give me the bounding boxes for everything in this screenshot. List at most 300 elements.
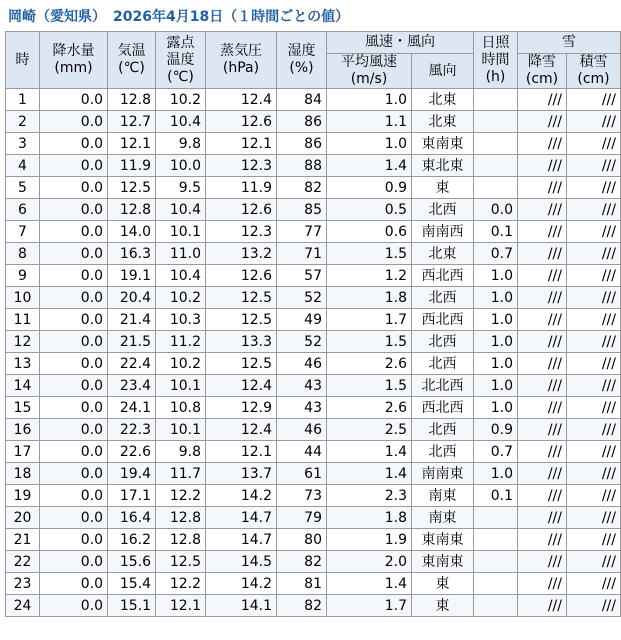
header-hour: 時 <box>6 32 40 89</box>
cell-vapor-pressure: 14.5 <box>206 551 277 573</box>
cell-humidity: 49 <box>277 309 327 331</box>
cell-temperature: 19.1 <box>108 265 156 287</box>
table-row <box>6 463 621 485</box>
cell-precipitation: 0.0 <box>40 177 108 199</box>
cell-sunshine: 1.0 <box>474 287 518 309</box>
cell-wind-speed: 2.0 <box>327 551 412 573</box>
cell-humidity: 86 <box>277 111 327 133</box>
cell-temperature: 12.8 <box>108 89 156 111</box>
cell-temperature: 15.6 <box>108 551 156 573</box>
cell-wind-speed: 1.1 <box>327 111 412 133</box>
cell-wind-direction: 東 <box>412 177 474 199</box>
cell-wind-speed: 1.5 <box>327 331 412 353</box>
cell-hour: 15 <box>6 397 40 419</box>
cell-hour: 5 <box>6 177 40 199</box>
cell-hour: 11 <box>6 309 40 331</box>
cell-dew-point: 9.8 <box>156 133 206 155</box>
cell-precipitation: 0.0 <box>40 419 108 441</box>
cell-humidity: 79 <box>277 507 327 529</box>
header-vapor-pressure: 蒸気圧 (hPa) <box>206 32 277 89</box>
cell-wind-speed: 1.8 <box>327 287 412 309</box>
cell-wind-direction: 北東 <box>412 243 474 265</box>
cell-snow-depth: /// <box>567 441 621 463</box>
cell-vapor-pressure: 12.5 <box>206 287 277 309</box>
cell-snowfall: /// <box>518 155 567 177</box>
table-row <box>6 485 621 507</box>
cell-sunshine: 1.0 <box>474 375 518 397</box>
cell-hour: 16 <box>6 419 40 441</box>
cell-wind-speed: 1.7 <box>327 595 412 617</box>
cell-dew-point: 10.2 <box>156 287 206 309</box>
cell-wind-direction: 南東 <box>412 507 474 529</box>
table-row <box>6 243 621 265</box>
cell-wind-speed: 1.0 <box>327 89 412 111</box>
cell-snowfall: /// <box>518 221 567 243</box>
cell-wind-direction: 北西 <box>412 287 474 309</box>
header-dew-point: 露点 温度 (℃) <box>156 32 206 89</box>
cell-sunshine: 1.0 <box>474 397 518 419</box>
cell-vapor-pressure: 12.4 <box>206 375 277 397</box>
cell-temperature: 23.4 <box>108 375 156 397</box>
cell-precipitation: 0.0 <box>40 243 108 265</box>
cell-temperature: 22.3 <box>108 419 156 441</box>
cell-precipitation: 0.0 <box>40 331 108 353</box>
cell-precipitation: 0.0 <box>40 309 108 331</box>
cell-temperature: 16.4 <box>108 507 156 529</box>
cell-sunshine: 0.7 <box>474 441 518 463</box>
cell-dew-point: 12.2 <box>156 573 206 595</box>
cell-wind-speed: 0.9 <box>327 177 412 199</box>
cell-snowfall: /// <box>518 419 567 441</box>
cell-precipitation: 0.0 <box>40 155 108 177</box>
cell-temperature: 16.3 <box>108 243 156 265</box>
cell-sunshine: 1.0 <box>474 353 518 375</box>
cell-snow-depth: /// <box>567 463 621 485</box>
cell-dew-point: 10.4 <box>156 265 206 287</box>
cell-hour: 17 <box>6 441 40 463</box>
cell-wind-direction: 西北西 <box>412 309 474 331</box>
cell-temperature: 21.5 <box>108 331 156 353</box>
cell-snow-depth: /// <box>567 419 621 441</box>
cell-wind-direction: 東北東 <box>412 155 474 177</box>
cell-sunshine <box>474 573 518 595</box>
cell-snowfall: /// <box>518 287 567 309</box>
cell-sunshine <box>474 529 518 551</box>
cell-precipitation: 0.0 <box>40 221 108 243</box>
cell-vapor-pressure: 12.4 <box>206 419 277 441</box>
cell-precipitation: 0.0 <box>40 595 108 617</box>
cell-precipitation: 0.0 <box>40 573 108 595</box>
cell-snowfall: /// <box>518 111 567 133</box>
cell-snowfall: /// <box>518 243 567 265</box>
cell-snowfall: /// <box>518 551 567 573</box>
cell-dew-point: 9.5 <box>156 177 206 199</box>
cell-precipitation: 0.0 <box>40 199 108 221</box>
cell-snowfall: /// <box>518 265 567 287</box>
cell-hour: 2 <box>6 111 40 133</box>
cell-humidity: 84 <box>277 89 327 111</box>
header-temperature: 気温 (℃) <box>108 32 156 89</box>
cell-snow-depth: /// <box>567 353 621 375</box>
table-row <box>6 155 621 177</box>
cell-dew-point: 12.1 <box>156 595 206 617</box>
cell-snow-depth: /// <box>567 243 621 265</box>
table-row <box>6 529 621 551</box>
cell-humidity: 43 <box>277 397 327 419</box>
cell-wind-direction: 北西 <box>412 419 474 441</box>
cell-wind-direction: 東 <box>412 595 474 617</box>
cell-vapor-pressure: 14.1 <box>206 595 277 617</box>
cell-temperature: 12.8 <box>108 199 156 221</box>
table-row <box>6 573 621 595</box>
cell-wind-speed: 1.4 <box>327 441 412 463</box>
cell-hour: 6 <box>6 199 40 221</box>
cell-dew-point: 10.4 <box>156 199 206 221</box>
cell-snowfall: /// <box>518 309 567 331</box>
cell-snow-depth: /// <box>567 133 621 155</box>
cell-wind-speed: 1.4 <box>327 155 412 177</box>
header-snowfall: 降雪 (cm) <box>518 54 567 89</box>
cell-wind-speed: 2.6 <box>327 397 412 419</box>
cell-hour: 9 <box>6 265 40 287</box>
cell-humidity: 85 <box>277 199 327 221</box>
header-precipitation: 降水量 (mm) <box>40 32 108 89</box>
cell-wind-direction: 北西 <box>412 353 474 375</box>
cell-vapor-pressure: 14.2 <box>206 485 277 507</box>
cell-temperature: 19.4 <box>108 463 156 485</box>
cell-dew-point: 12.2 <box>156 485 206 507</box>
header-wind-direction: 風向 <box>412 54 474 89</box>
cell-temperature: 24.1 <box>108 397 156 419</box>
cell-vapor-pressure: 14.2 <box>206 573 277 595</box>
cell-sunshine <box>474 155 518 177</box>
cell-sunshine: 0.0 <box>474 199 518 221</box>
cell-humidity: 82 <box>277 595 327 617</box>
cell-sunshine: 0.9 <box>474 419 518 441</box>
cell-wind-speed: 1.4 <box>327 463 412 485</box>
cell-hour: 21 <box>6 529 40 551</box>
table-row <box>6 89 621 111</box>
cell-wind-speed: 2.6 <box>327 353 412 375</box>
cell-temperature: 12.1 <box>108 133 156 155</box>
cell-sunshine <box>474 507 518 529</box>
cell-dew-point: 11.7 <box>156 463 206 485</box>
table-row <box>6 199 621 221</box>
cell-dew-point: 11.0 <box>156 243 206 265</box>
header-humidity: 湿度 (%) <box>277 32 327 89</box>
cell-wind-direction: 南南西 <box>412 221 474 243</box>
cell-snowfall: /// <box>518 595 567 617</box>
cell-wind-direction: 東南東 <box>412 551 474 573</box>
cell-snowfall: /// <box>518 573 567 595</box>
cell-hour: 18 <box>6 463 40 485</box>
cell-dew-point: 10.4 <box>156 111 206 133</box>
cell-hour: 10 <box>6 287 40 309</box>
cell-snow-depth: /// <box>567 551 621 573</box>
cell-dew-point: 12.8 <box>156 507 206 529</box>
cell-temperature: 15.4 <box>108 573 156 595</box>
cell-humidity: 86 <box>277 133 327 155</box>
cell-snowfall: /// <box>518 507 567 529</box>
cell-sunshine: 1.0 <box>474 265 518 287</box>
cell-humidity: 88 <box>277 155 327 177</box>
cell-snowfall: /// <box>518 89 567 111</box>
cell-precipitation: 0.0 <box>40 485 108 507</box>
cell-hour: 4 <box>6 155 40 177</box>
cell-hour: 3 <box>6 133 40 155</box>
cell-humidity: 82 <box>277 551 327 573</box>
table-row <box>6 133 621 155</box>
cell-temperature: 21.4 <box>108 309 156 331</box>
cell-snow-depth: /// <box>567 111 621 133</box>
table-row <box>6 419 621 441</box>
cell-snowfall: /// <box>518 331 567 353</box>
table-row <box>6 177 621 199</box>
cell-snowfall: /// <box>518 199 567 221</box>
header-wind-speed: 平均風速 (m/s) <box>327 54 412 89</box>
cell-sunshine: 1.0 <box>474 331 518 353</box>
cell-wind-speed: 1.4 <box>327 573 412 595</box>
cell-temperature: 22.4 <box>108 353 156 375</box>
cell-precipitation: 0.0 <box>40 375 108 397</box>
cell-wind-direction: 北東 <box>412 111 474 133</box>
table-row <box>6 551 621 573</box>
cell-hour: 8 <box>6 243 40 265</box>
cell-wind-direction: 北西 <box>412 199 474 221</box>
cell-hour: 23 <box>6 573 40 595</box>
cell-dew-point: 11.2 <box>156 331 206 353</box>
table-row <box>6 595 621 617</box>
cell-precipitation: 0.0 <box>40 441 108 463</box>
cell-vapor-pressure: 12.9 <box>206 397 277 419</box>
cell-snow-depth: /// <box>567 177 621 199</box>
cell-snow-depth: /// <box>567 199 621 221</box>
cell-hour: 14 <box>6 375 40 397</box>
cell-vapor-pressure: 11.9 <box>206 177 277 199</box>
cell-snowfall: /// <box>518 353 567 375</box>
cell-precipitation: 0.0 <box>40 265 108 287</box>
cell-temperature: 11.9 <box>108 155 156 177</box>
table-row <box>6 331 621 353</box>
header-snow-depth: 積雪 (cm) <box>567 54 621 89</box>
cell-vapor-pressure: 12.5 <box>206 353 277 375</box>
cell-wind-speed: 1.7 <box>327 309 412 331</box>
cell-vapor-pressure: 13.2 <box>206 243 277 265</box>
cell-vapor-pressure: 14.7 <box>206 529 277 551</box>
table-row <box>6 265 621 287</box>
cell-dew-point: 10.8 <box>156 397 206 419</box>
cell-wind-direction: 北北西 <box>412 375 474 397</box>
cell-temperature: 17.1 <box>108 485 156 507</box>
table-row <box>6 221 621 243</box>
table-row <box>6 441 621 463</box>
cell-vapor-pressure: 12.5 <box>206 309 277 331</box>
cell-snowfall: /// <box>518 375 567 397</box>
cell-temperature: 20.4 <box>108 287 156 309</box>
table-row <box>6 353 621 375</box>
cell-snow-depth: /// <box>567 573 621 595</box>
cell-snow-depth: /// <box>567 331 621 353</box>
page-title: 岡崎（愛知県） 2026年4月18日（１時間ごとの値） <box>8 9 350 25</box>
cell-precipitation: 0.0 <box>40 529 108 551</box>
cell-humidity: 44 <box>277 441 327 463</box>
cell-precipitation: 0.0 <box>40 89 108 111</box>
cell-temperature: 16.2 <box>108 529 156 551</box>
cell-temperature: 12.7 <box>108 111 156 133</box>
cell-hour: 7 <box>6 221 40 243</box>
cell-snowfall: /// <box>518 177 567 199</box>
cell-humidity: 52 <box>277 331 327 353</box>
cell-humidity: 71 <box>277 243 327 265</box>
cell-snowfall: /// <box>518 485 567 507</box>
cell-sunshine: 0.7 <box>474 243 518 265</box>
cell-snow-depth: /// <box>567 89 621 111</box>
cell-wind-speed: 1.9 <box>327 529 412 551</box>
cell-snow-depth: /// <box>567 397 621 419</box>
cell-humidity: 82 <box>277 177 327 199</box>
cell-dew-point: 12.5 <box>156 551 206 573</box>
cell-sunshine: 0.1 <box>474 221 518 243</box>
cell-dew-point: 10.1 <box>156 221 206 243</box>
cell-wind-direction: 東南東 <box>412 133 474 155</box>
cell-humidity: 52 <box>277 287 327 309</box>
cell-vapor-pressure: 12.4 <box>206 89 277 111</box>
cell-vapor-pressure: 12.1 <box>206 133 277 155</box>
table-row <box>6 309 621 331</box>
cell-wind-speed: 2.5 <box>327 419 412 441</box>
header-wind-group: 風速・風向 <box>327 32 474 54</box>
cell-wind-speed: 1.5 <box>327 375 412 397</box>
header-snow-group: 雪 <box>518 32 621 54</box>
table-row <box>6 287 621 309</box>
cell-snowfall: /// <box>518 397 567 419</box>
cell-temperature: 22.6 <box>108 441 156 463</box>
table-row <box>6 111 621 133</box>
cell-wind-speed: 1.2 <box>327 265 412 287</box>
cell-dew-point: 12.8 <box>156 529 206 551</box>
cell-humidity: 80 <box>277 529 327 551</box>
cell-sunshine <box>474 133 518 155</box>
cell-snow-depth: /// <box>567 221 621 243</box>
cell-precipitation: 0.0 <box>40 507 108 529</box>
cell-vapor-pressure: 12.3 <box>206 155 277 177</box>
cell-vapor-pressure: 12.6 <box>206 199 277 221</box>
cell-humidity: 57 <box>277 265 327 287</box>
cell-dew-point: 10.1 <box>156 375 206 397</box>
cell-wind-direction: 東 <box>412 573 474 595</box>
cell-sunshine <box>474 595 518 617</box>
cell-dew-point: 10.2 <box>156 353 206 375</box>
cell-sunshine: 0.1 <box>474 485 518 507</box>
cell-snow-depth: /// <box>567 485 621 507</box>
cell-precipitation: 0.0 <box>40 133 108 155</box>
cell-humidity: 46 <box>277 353 327 375</box>
cell-snowfall: /// <box>518 133 567 155</box>
cell-wind-speed: 0.5 <box>327 199 412 221</box>
table-row <box>6 397 621 419</box>
cell-temperature: 12.5 <box>108 177 156 199</box>
cell-humidity: 73 <box>277 485 327 507</box>
table-body <box>6 89 621 617</box>
cell-temperature: 15.1 <box>108 595 156 617</box>
cell-wind-speed: 1.8 <box>327 507 412 529</box>
cell-vapor-pressure: 12.6 <box>206 265 277 287</box>
cell-hour: 1 <box>6 89 40 111</box>
cell-humidity: 46 <box>277 419 327 441</box>
cell-snow-depth: /// <box>567 155 621 177</box>
cell-vapor-pressure: 12.1 <box>206 441 277 463</box>
cell-humidity: 61 <box>277 463 327 485</box>
cell-snow-depth: /// <box>567 529 621 551</box>
cell-precipitation: 0.0 <box>40 463 108 485</box>
cell-wind-direction: 南南東 <box>412 463 474 485</box>
cell-wind-direction: 西北西 <box>412 265 474 287</box>
cell-sunshine <box>474 89 518 111</box>
cell-sunshine <box>474 111 518 133</box>
cell-hour: 12 <box>6 331 40 353</box>
cell-snow-depth: /// <box>567 309 621 331</box>
cell-wind-direction: 東南東 <box>412 529 474 551</box>
cell-hour: 22 <box>6 551 40 573</box>
cell-wind-direction: 北東 <box>412 89 474 111</box>
cell-humidity: 43 <box>277 375 327 397</box>
cell-precipitation: 0.0 <box>40 287 108 309</box>
cell-wind-speed: 1.5 <box>327 243 412 265</box>
cell-dew-point: 10.2 <box>156 89 206 111</box>
cell-hour: 13 <box>6 353 40 375</box>
table-row <box>6 375 621 397</box>
cell-vapor-pressure: 14.7 <box>206 507 277 529</box>
cell-wind-speed: 0.6 <box>327 221 412 243</box>
table-row <box>6 507 621 529</box>
cell-snow-depth: /// <box>567 375 621 397</box>
cell-vapor-pressure: 12.3 <box>206 221 277 243</box>
cell-wind-speed: 2.3 <box>327 485 412 507</box>
cell-snow-depth: /// <box>567 595 621 617</box>
cell-vapor-pressure: 13.3 <box>206 331 277 353</box>
cell-humidity: 81 <box>277 573 327 595</box>
cell-sunshine: 1.0 <box>474 463 518 485</box>
hourly-observation-table <box>5 31 621 617</box>
cell-wind-direction: 南東 <box>412 485 474 507</box>
cell-snow-depth: /// <box>567 287 621 309</box>
header-sunshine: 日照 時間 (h) <box>474 32 518 89</box>
cell-precipitation: 0.0 <box>40 551 108 573</box>
cell-snowfall: /// <box>518 441 567 463</box>
cell-precipitation: 0.0 <box>40 397 108 419</box>
cell-wind-direction: 北西 <box>412 441 474 463</box>
cell-sunshine <box>474 177 518 199</box>
cell-dew-point: 10.0 <box>156 155 206 177</box>
cell-sunshine: 1.0 <box>474 309 518 331</box>
cell-wind-direction: 西北西 <box>412 397 474 419</box>
cell-precipitation: 0.0 <box>40 111 108 133</box>
cell-dew-point: 9.8 <box>156 441 206 463</box>
cell-dew-point: 10.3 <box>156 309 206 331</box>
cell-hour: 20 <box>6 507 40 529</box>
cell-dew-point: 10.1 <box>156 419 206 441</box>
cell-sunshine <box>474 551 518 573</box>
cell-wind-speed: 1.0 <box>327 133 412 155</box>
cell-snow-depth: /// <box>567 265 621 287</box>
cell-precipitation: 0.0 <box>40 353 108 375</box>
cell-snow-depth: /// <box>567 507 621 529</box>
cell-temperature: 14.0 <box>108 221 156 243</box>
cell-hour: 19 <box>6 485 40 507</box>
cell-snowfall: /// <box>518 463 567 485</box>
cell-vapor-pressure: 12.6 <box>206 111 277 133</box>
cell-humidity: 77 <box>277 221 327 243</box>
